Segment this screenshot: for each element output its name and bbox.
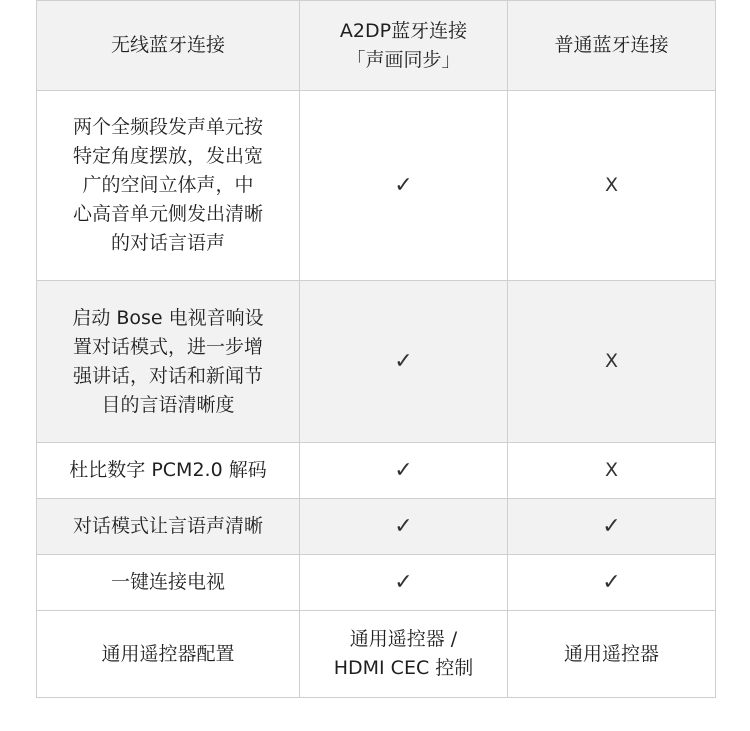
feature-cell <box>37 555 300 611</box>
header-cell-normal-bluetooth <box>508 1 716 91</box>
feature-text: 广的空间立体声，中 <box>82 174 254 196</box>
table-row <box>37 91 716 281</box>
normal-cell <box>508 281 716 443</box>
check-mark: ✓ <box>602 569 621 595</box>
feature-text: 杜比数字 PCM2.0 解码 <box>69 459 267 481</box>
feature-text: 通用遥控器配置 <box>101 642 235 665</box>
table-row <box>37 555 716 611</box>
feature-cell <box>37 611 300 698</box>
header-text: 普通蓝牙连接 <box>554 34 669 56</box>
header-row <box>37 1 716 91</box>
check-mark: ✓ <box>602 513 621 539</box>
a2dp-text: HDMI CEC 控制 <box>333 657 474 679</box>
feature-text: 一键连接电视 <box>110 571 225 593</box>
feature-text: 强讲话，对话和新闻节 <box>72 364 263 387</box>
feature-text: 两个全频段发声单元按 <box>72 116 263 138</box>
table-row <box>37 443 716 499</box>
normal-cell <box>508 443 716 499</box>
a2dp-cell <box>300 281 508 443</box>
feature-text: 启动 Bose 电视音响设 <box>72 306 264 329</box>
a2dp-cell <box>300 91 508 281</box>
check-mark: ✓ <box>394 569 413 595</box>
feature-text: 对话模式让言语声清晰 <box>72 515 263 537</box>
feature-text: 的对话言语声 <box>110 232 225 254</box>
header-cell-wireless-bluetooth <box>37 1 300 91</box>
table-row <box>37 499 716 555</box>
a2dp-text: 通用遥控器 / <box>349 628 458 650</box>
normal-cell <box>508 555 716 611</box>
feature-text: 心高音单元侧发出清晰 <box>72 203 263 225</box>
feature-cell <box>37 281 300 443</box>
a2dp-cell <box>300 499 508 555</box>
feature-text: 目的言语清晰度 <box>101 393 235 416</box>
check-mark: ✓ <box>394 513 413 539</box>
header-text: A2DP蓝牙连接 <box>339 19 468 42</box>
feature-cell <box>37 443 300 499</box>
normal-cell <box>508 611 716 698</box>
feature-text: 特定角度摆放，发出宽 <box>72 145 263 167</box>
cross-mark: X <box>604 350 619 372</box>
table-row <box>37 611 716 698</box>
header-cell-a2dp <box>300 1 508 91</box>
header-text: 「声画同步」 <box>346 48 461 71</box>
feature-text: 置对话模式，进一步增 <box>72 335 263 358</box>
cross-mark: X <box>604 174 619 196</box>
header-text: 无线蓝牙连接 <box>110 34 225 56</box>
comparison-table <box>36 0 716 698</box>
a2dp-cell <box>300 443 508 499</box>
normal-cell <box>508 499 716 555</box>
a2dp-cell <box>300 611 508 698</box>
check-mark: ✓ <box>394 172 413 198</box>
feature-cell <box>37 91 300 281</box>
normal-cell <box>508 91 716 281</box>
feature-cell <box>37 499 300 555</box>
a2dp-cell <box>300 555 508 611</box>
normal-text: 通用遥控器 <box>563 642 659 665</box>
check-mark: ✓ <box>394 457 413 483</box>
check-mark: ✓ <box>394 348 413 374</box>
cross-mark: X <box>604 459 619 481</box>
table-row <box>37 281 716 443</box>
